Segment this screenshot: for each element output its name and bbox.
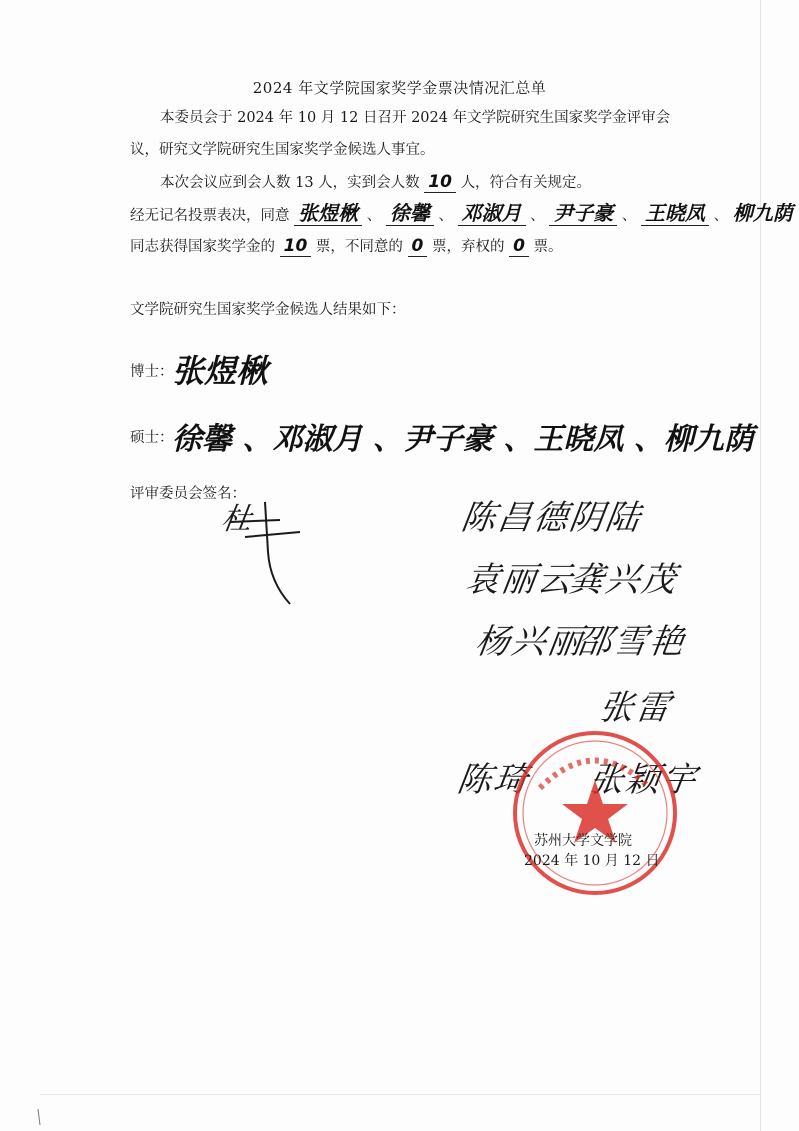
signature-9: 陈琦 — [454, 760, 533, 800]
attendance-suffix: 人，符合有关规定。 — [460, 175, 592, 191]
vote-name-3: 邓淑月 — [458, 201, 526, 226]
agree-votes: 10 — [280, 236, 312, 257]
scan-corner-mark — [36, 1107, 46, 1127]
name-separator: 、 — [530, 208, 545, 224]
name-separator: 、 — [438, 208, 453, 224]
paragraph-vote-names — [130, 203, 793, 226]
paragraph-meeting-line2: 议，研究文学院研究生国家奖学金候选人事宜。 — [130, 142, 435, 158]
paragraph-meeting-line1: 本委员会于 2024 年 10 月 12 日召开 2024 年文学院研究生国家奖学金评审会 — [160, 110, 671, 126]
paragraph-attendance — [160, 172, 591, 193]
disagree-votes: 0 — [408, 236, 428, 257]
paragraph-vote-counts — [130, 236, 563, 257]
signature-2: 陈昌德 — [458, 498, 573, 538]
signature-10: 张颖宇 — [586, 760, 701, 800]
scan-edge-right — [760, 0, 761, 1131]
attendance-count: 10 — [424, 172, 456, 193]
vote-name-1: 张煜楸 — [294, 201, 362, 226]
master-label: 硕士： — [130, 430, 174, 446]
attendance-prefix: 本次会议应到会人数 13 人，实到会人数 — [160, 175, 420, 191]
votes-mid2: 票，弃权的 — [431, 239, 505, 255]
phd-names: 张煜楸 — [172, 352, 269, 390]
vote-name-5: 王晓凤 — [641, 201, 709, 226]
footer-organization: 苏州大学文学院 — [534, 833, 632, 849]
signature-5: 龚兴茂 — [566, 560, 681, 600]
vote-name-4: 尹子豪 — [549, 201, 617, 226]
name-separator: 、 — [621, 208, 637, 224]
vote-prefix: 经无记名投票表决，同意 — [130, 208, 290, 224]
name-separator: 、 — [366, 208, 382, 224]
vote-name-2: 徐馨 — [386, 201, 434, 226]
footer-date: 2024 年 10 月 12 日 — [524, 853, 660, 869]
abstain-votes: 0 — [509, 236, 529, 257]
name-separator: 、 — [713, 208, 729, 224]
committee-signature-label: 评审委员会签名： — [130, 486, 246, 502]
signature-3: 阴陆 — [566, 498, 645, 538]
official-seal — [510, 728, 680, 898]
signature-7: 邵雪艳 — [574, 622, 689, 662]
votes-mid1: 票，不同意的 — [315, 239, 403, 255]
signature-stroke — [220, 492, 310, 612]
vote-name-6: 柳九荫 — [732, 201, 793, 225]
votes-prefix: 同志获得国家奖学金的 — [130, 239, 275, 255]
document-title: 2024 年文学院国家奖学金票决情况汇总单 — [252, 79, 547, 97]
results-heading: 文学院研究生国家奖学金候选人结果如下： — [130, 302, 406, 318]
votes-suffix: 票。 — [533, 239, 563, 255]
scan-edge-bottom — [40, 1094, 760, 1095]
signature-4: 袁丽云 — [462, 560, 577, 600]
master-names: 徐馨 、邓淑月 、尹子豪 、王晓凤 、柳九荫 — [172, 422, 754, 457]
signature-8: 张雷 — [596, 688, 675, 728]
phd-label: 博士： — [130, 364, 174, 380]
signature-6: 杨兴丽 — [472, 622, 587, 662]
signature-1: 杜 — [219, 502, 256, 537]
